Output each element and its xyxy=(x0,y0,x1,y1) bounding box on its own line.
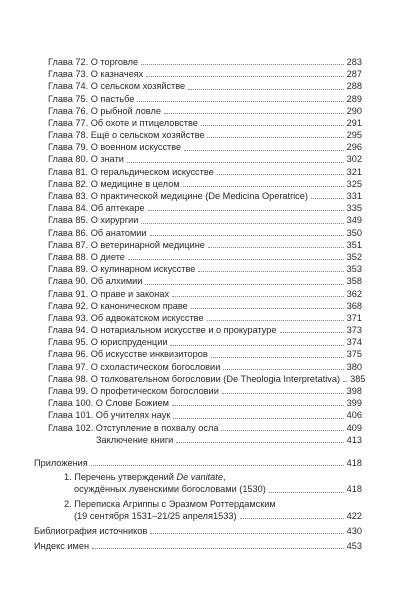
dot-leader xyxy=(222,392,344,394)
toc-entry-page: 375 xyxy=(346,349,362,360)
toc-entry-chapter xyxy=(48,190,362,202)
toc-entry-label: Глава 101. Об учителях наук xyxy=(48,410,171,421)
toc-entry-label: Глава 97. О схоластическом богословии xyxy=(48,361,221,372)
dot-leader xyxy=(172,295,344,297)
dot-leader xyxy=(343,380,347,382)
dot-leader xyxy=(184,149,344,151)
dot-leader xyxy=(280,331,344,333)
toc-entry-chapter xyxy=(48,80,362,92)
toc-entry-page: 371 xyxy=(346,312,362,323)
toc-entry-label: Глава 75. О пастьбе xyxy=(48,93,135,104)
toc-entry-page: 352 xyxy=(346,251,362,262)
toc-entry-page: 351 xyxy=(346,239,362,250)
toc-entry-label: Глава 93. Об адвокатском искусстве xyxy=(48,312,204,323)
toc-entry-page: 353 xyxy=(346,264,362,275)
toc-entry-page: 289 xyxy=(346,93,362,104)
appendix-1-line-2: осуждённых лувенскими богословами (1530) 418 xyxy=(74,484,362,495)
dot-leader xyxy=(201,124,344,126)
toc-entry-label: Глава 94. О нотариальном искусстве и о прокуратуре xyxy=(48,325,277,336)
toc-entry-label: Глава 82. О медицине в целом xyxy=(48,178,180,189)
toc-entry-chapter xyxy=(48,239,362,251)
toc-entry-chapter xyxy=(48,117,362,129)
toc-entry-page: 399 xyxy=(346,398,362,409)
toc-entry-page: 288 xyxy=(346,81,362,92)
toc-entry-page: 291 xyxy=(346,117,362,128)
toc-entry-page: 418 xyxy=(346,457,362,468)
toc-entry-page: 380 xyxy=(346,361,362,372)
toc-entry-chapter xyxy=(48,385,362,397)
chapter-list xyxy=(0,56,406,434)
toc-entry-chapter xyxy=(48,300,362,312)
dot-leader xyxy=(172,404,344,406)
dot-leader xyxy=(164,112,344,114)
dot-leader xyxy=(146,75,343,77)
dot-leader xyxy=(170,344,343,346)
dot-leader xyxy=(145,283,343,285)
dot-leader xyxy=(92,547,344,549)
toc-entry-chapter xyxy=(48,105,362,117)
toc-entry-appendices xyxy=(34,457,362,469)
toc-entry-page: 368 xyxy=(346,300,362,311)
toc-entry-label: Глава 76. О рыбной ловле xyxy=(48,105,161,116)
toc-entry-label: Глава 73. О казначеях xyxy=(48,69,144,80)
toc-entry-page: 331 xyxy=(346,191,362,202)
toc-entry-chapter xyxy=(48,336,362,348)
toc-entry-chapter xyxy=(48,422,362,434)
table-of-contents xyxy=(0,56,406,552)
toc-entry-label: Глава 74. О сельском хозяйстве xyxy=(48,81,186,92)
toc-entry-label: Глава 79. О военном искусстве xyxy=(48,142,182,153)
toc-entry-chapter xyxy=(48,68,362,80)
toc-entry-page: 385 xyxy=(350,373,366,384)
toc-entry-chapter xyxy=(48,202,362,214)
toc-entry-page: 373 xyxy=(346,325,362,336)
toc-entry-chapter xyxy=(48,227,362,239)
toc-entry-label: Индекс имен xyxy=(34,541,90,552)
toc-entry-chapter xyxy=(48,275,362,287)
dot-leader xyxy=(240,517,344,519)
toc-entry-label: Библиография источников xyxy=(34,525,148,536)
dot-leader xyxy=(223,368,343,370)
toc-entry-page: 409 xyxy=(346,422,362,433)
dot-leader xyxy=(221,429,343,431)
dot-leader xyxy=(148,209,344,211)
toc-entry-chapter xyxy=(48,349,362,361)
dot-leader xyxy=(217,173,344,175)
dot-leader xyxy=(141,222,343,224)
dot-leader xyxy=(207,319,344,321)
toc-entry-label: Глава 89. О кулинарном искусстве xyxy=(48,264,196,275)
toc-entry-label: Глава 81. О геральдическом искусстве xyxy=(48,166,214,177)
dot-leader xyxy=(191,307,344,309)
toc-entry-chapter xyxy=(48,141,362,153)
toc-entry-label: Глава 77. Об охоте и птицеловстве xyxy=(48,117,198,128)
toc-entry-chapter xyxy=(48,409,362,421)
toc-entry-label: Глава 88. О диете xyxy=(48,251,125,262)
toc-entry-label: Глава 100. О Слове Божием xyxy=(48,398,169,409)
toc-entry-page: 430 xyxy=(346,525,362,536)
toc-entry-appendix-2 xyxy=(64,498,362,522)
toc-entry-page: 358 xyxy=(346,276,362,287)
dot-leader xyxy=(311,197,344,199)
toc-entry-label: Глава 80. О знати xyxy=(48,154,124,165)
toc-entry-page: 422 xyxy=(346,510,362,521)
toc-entry-page: 295 xyxy=(346,130,362,141)
toc-entry-bibliography xyxy=(34,525,362,537)
dot-leader xyxy=(137,100,343,102)
toc-entry-page: 302 xyxy=(346,154,362,165)
toc-entry-chapter xyxy=(48,154,362,166)
toc-entry-label: Глава 102. Отступление в похвалу осла xyxy=(48,422,219,433)
toc-entry-chapter xyxy=(48,397,362,409)
toc-entry-page: 350 xyxy=(346,227,362,238)
toc-entry-label: Глава 72. О торговле xyxy=(48,56,139,67)
dot-leader xyxy=(150,532,343,534)
dot-leader xyxy=(198,270,343,272)
toc-entry-page: 413 xyxy=(346,434,362,445)
toc-entry-chapter xyxy=(48,373,366,385)
toc-entry-label: Глава 98. О толковательном богословии (De Theologia Interpretativa) xyxy=(48,373,341,384)
toc-entry-chapter xyxy=(48,56,362,68)
dot-leader xyxy=(173,417,343,419)
toc-entry-label: Приложения xyxy=(34,457,88,468)
toc-entry-conclusion xyxy=(96,434,362,446)
toc-entry-page: 349 xyxy=(346,215,362,226)
toc-entry-chapter xyxy=(48,324,362,336)
toc-entry-label: Глава 99. О профетическом богословии xyxy=(48,386,219,397)
toc-entry-label: Глава 83. О практической медицине (De Medicina Operatrice) xyxy=(48,191,308,202)
toc-entry-label: Глава 78. Ещё о сельском хозяйстве xyxy=(48,130,205,141)
toc-entry-chapter xyxy=(48,361,362,373)
dot-leader xyxy=(208,246,344,248)
toc-entry-page: 418 xyxy=(346,484,362,495)
dot-leader xyxy=(91,464,344,466)
toc-entry-chapter xyxy=(48,288,362,300)
toc-entry-label: Глава 92. О каноническом праве xyxy=(48,300,188,311)
toc-entry-label: Глава 87. О ветеринарной медицине xyxy=(48,239,205,250)
toc-entry-label: Глава 84. Об аптекаре xyxy=(48,203,145,214)
toc-entry-page: 283 xyxy=(346,56,362,67)
dot-leader xyxy=(127,161,344,163)
toc-entry-chapter xyxy=(48,178,362,190)
appendix-1-line-1: 1. Перечень утверждений De vanitate, xyxy=(64,472,226,483)
toc-entry-label: Глава 86. Об анатомии xyxy=(48,227,147,238)
toc-entry-label: Глава 95. О юриспруденции xyxy=(48,337,168,348)
dot-leader xyxy=(176,441,343,443)
dot-leader xyxy=(150,234,344,236)
toc-entry-page: 398 xyxy=(346,386,362,397)
dot-leader xyxy=(211,356,344,358)
toc-entry-page: 453 xyxy=(346,541,362,552)
toc-entry-chapter xyxy=(48,214,362,226)
toc-entry-page: 321 xyxy=(346,166,362,177)
toc-entry-index xyxy=(34,540,362,552)
toc-entry-label: Глава 85. О хирургии xyxy=(48,215,139,226)
toc-entry-label: Глава 96. Об искусстве инквизиторов xyxy=(48,349,208,360)
toc-entry-chapter xyxy=(48,251,362,263)
toc-entry-chapter xyxy=(48,129,362,141)
toc-entry-chapter xyxy=(48,166,362,178)
toc-entry-chapter xyxy=(48,312,362,324)
appendix-2-line-1: 2. Переписка Агриппы с Эразмом Роттердамским xyxy=(64,498,276,509)
dot-leader xyxy=(269,491,344,493)
toc-entry-page: 335 xyxy=(346,203,362,214)
dot-leader xyxy=(183,185,344,187)
toc-entry-page: 296 xyxy=(346,142,362,153)
toc-entry-page: 374 xyxy=(346,337,362,348)
appendix-2-line-2: (19 сентября 1531–21/25 апреля1533) 422 xyxy=(74,510,362,521)
toc-entry-label: Глава 91. О праве и законах xyxy=(48,288,170,299)
appendix-1-italic-title: De vanitate xyxy=(176,472,223,483)
toc-entry-page: 290 xyxy=(346,105,362,116)
dot-leader xyxy=(141,63,344,65)
toc-entry-chapter xyxy=(48,263,362,275)
toc-entry-page: 287 xyxy=(346,69,362,80)
dot-leader xyxy=(128,258,344,260)
dot-leader xyxy=(207,136,343,138)
toc-entry-label: Заключение книги xyxy=(96,434,174,445)
toc-entry-page: 325 xyxy=(346,178,362,189)
toc-entry-chapter xyxy=(48,93,362,105)
toc-entry-label: Глава 90. Об алхимии xyxy=(48,276,143,287)
toc-entry-page: 362 xyxy=(346,288,362,299)
dot-leader xyxy=(188,88,344,90)
toc-entry-appendix-1 xyxy=(64,471,362,495)
toc-entry-page: 406 xyxy=(346,410,362,421)
